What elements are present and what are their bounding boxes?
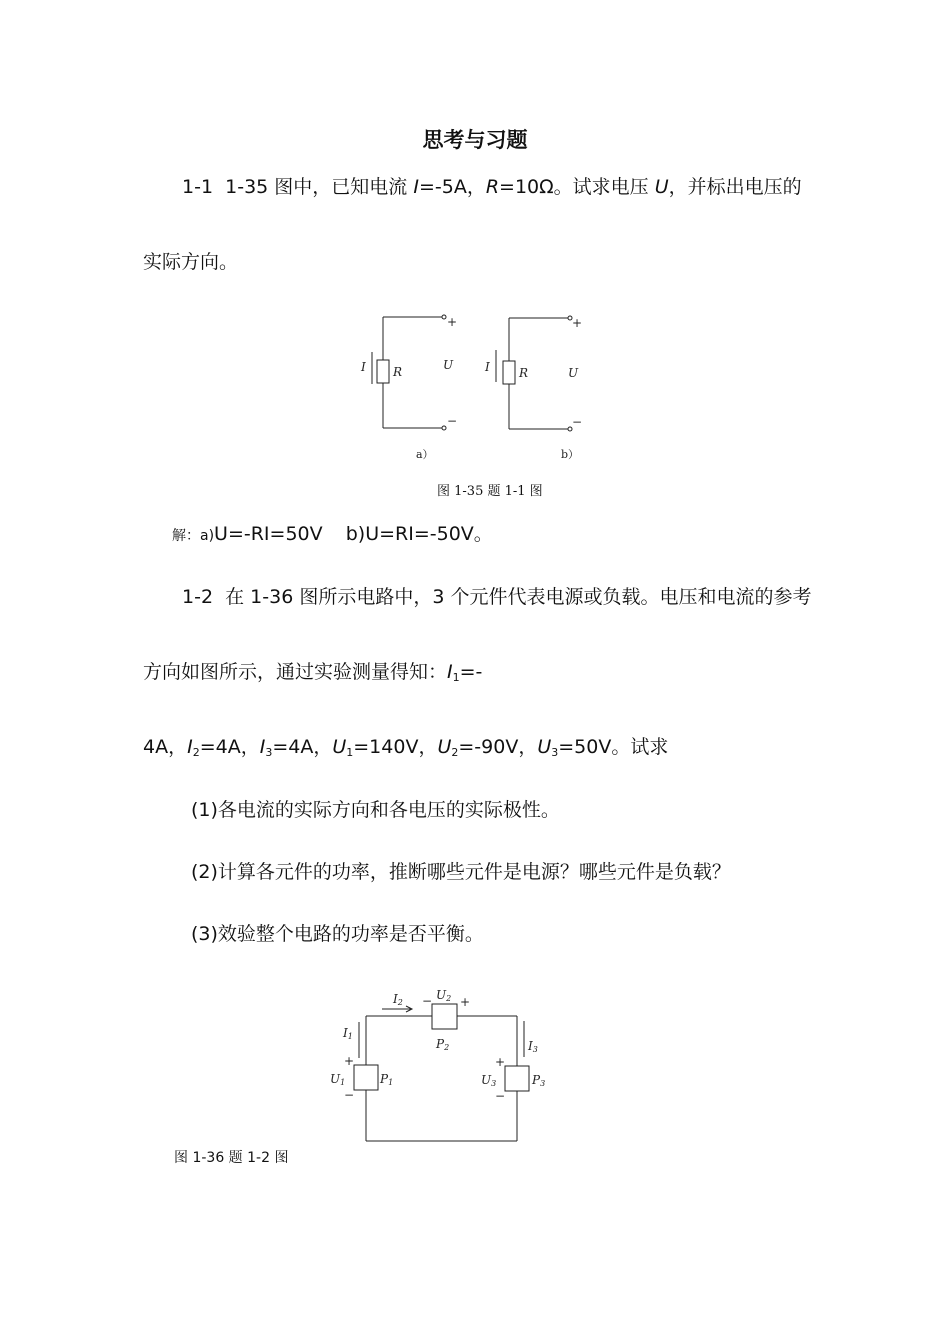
- plus-sign-b: +: [572, 316, 583, 330]
- label-I1: I1: [343, 1026, 353, 1041]
- label-U2: U2: [436, 988, 452, 1003]
- label-U3: U3: [481, 1073, 497, 1088]
- label-R-b: R: [519, 366, 529, 380]
- label-P1: P1: [380, 1072, 394, 1087]
- sub-question-2: (2)计算各元件的功率，推断哪些元件是电源？哪些元件是负载？: [191, 861, 731, 883]
- label-I-a: I: [361, 360, 366, 374]
- question-1-2-line-2: 方向如图所示，通过实验测量得知：$I_1=-$: [143, 661, 483, 684]
- minus-sign-b: −: [572, 415, 583, 429]
- sub-question-3: (3)效验整个电路的功率是否平衡。: [191, 923, 484, 945]
- question-number: 1-2: [182, 586, 214, 608]
- plus-u1: +: [344, 1054, 355, 1068]
- question-1-2-line-3: 4A，$I_2=4A$，$I_3=4A$，$U_1=140V$，$U_2=-90V$，$U_3=50V$。试求: [143, 736, 669, 759]
- element-p2: [432, 1004, 457, 1029]
- label-P2: P2: [436, 1037, 450, 1052]
- resistor-b: [503, 361, 515, 384]
- sub-question-1: (1)各电流的实际方向和各电压的实际极性。: [191, 799, 560, 821]
- plus-u2: +: [460, 995, 471, 1009]
- label-I-b: I: [485, 360, 490, 374]
- label-P3: P3: [532, 1073, 546, 1088]
- label-I3: I3: [528, 1039, 538, 1054]
- question-1-1-line-1: 1-1 1-35 图中，已知电流 I=-5A，R=10Ω。试求电压 U，并标出电压的: [182, 176, 802, 198]
- label-U-b: U: [568, 366, 579, 380]
- label-U1: U1: [330, 1072, 346, 1087]
- figure-1-36-caption: 图 1-36 题 1-2 图: [174, 1150, 289, 1166]
- resistor-a: [377, 360, 389, 383]
- question-number: 1-1: [182, 176, 214, 198]
- label-I2: I2: [393, 992, 403, 1007]
- element-p1: [354, 1065, 378, 1090]
- plus-u3: +: [495, 1055, 506, 1069]
- figure-1-35-caption: 图 1-35 题 1-1 图: [437, 484, 543, 499]
- element-p3: [505, 1066, 529, 1091]
- label-U-a: U: [443, 358, 454, 372]
- sub-label-a: a）: [416, 448, 434, 461]
- minus-u1: −: [344, 1088, 355, 1102]
- answer-1-1: 解：a)U=-RI=50V b)U=RI=-50V。: [172, 523, 493, 545]
- label-R-a: R: [393, 365, 403, 379]
- sub-label-b: b）: [561, 448, 580, 461]
- question-1-1-line-2: 实际方向。: [143, 251, 239, 273]
- question-1-2-line-1: 1-2 在 1-36 图所示电路中，3 个元件代表电源或负载。电压和电流的参考: [182, 586, 812, 608]
- plus-sign-a: +: [447, 315, 458, 329]
- page-title: 思考与习题: [422, 128, 528, 152]
- minus-u2: −: [422, 994, 433, 1008]
- minus-u3: −: [495, 1089, 506, 1103]
- minus-sign-a: −: [447, 414, 458, 428]
